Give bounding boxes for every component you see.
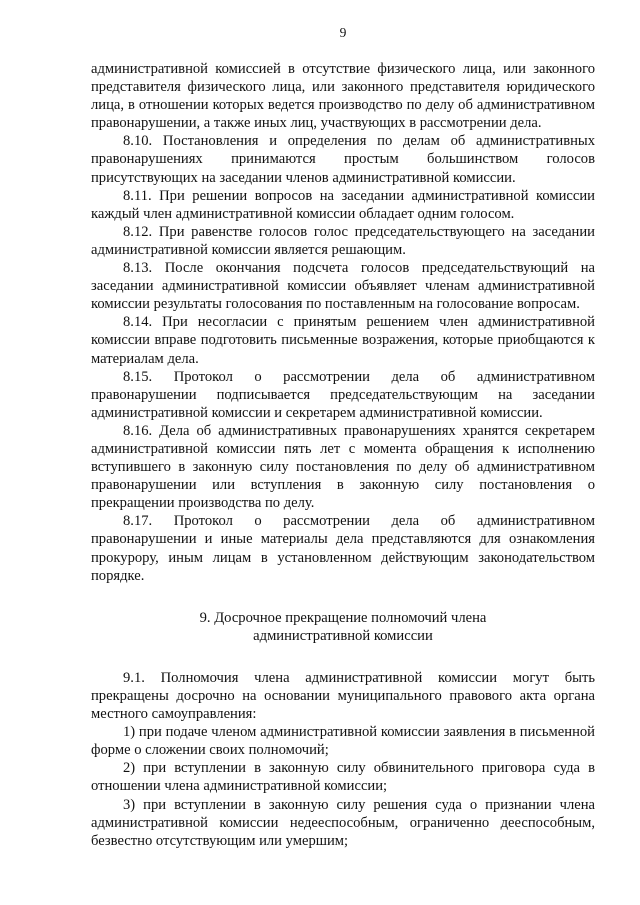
paragraph-8-10: 8.10. Постановления и определения по делам об административных правонарушениях принимаются простым большинством голосов присутствующих на заседании членов административной комиссии. (91, 133, 595, 186)
list-item-1: 1) при подаче членом административной комиссии заявления в письменной форме о сложении своих полномочий; (91, 724, 595, 759)
section-heading-line1: 9. Досрочное прекращение полномочий члена (199, 609, 487, 626)
document-page (91, 24, 595, 850)
paragraph-9-1: 9.1. Полномочия члена административной комиссии могут быть прекращены досрочно на основании муниципального правового акта органа местного самоуправления: (91, 669, 595, 723)
section-heading-line2: административной комиссии (253, 627, 433, 644)
paragraph-continuation: административной комиссией в отсутствие физического лица, или законного представителя физического лица, или законного представителя юридического лица, в отношении которых ведется производство по делу об административном правонарушении, а также иных лиц, участвующих в рассмотрении дела. (91, 61, 595, 132)
paragraph-8-13: 8.13. После окончания подсчета голосов председательствующий на заседании административной комиссии объявляет членам административной комиссии результаты голосования по поставленным на голосование вопросам. (91, 260, 595, 313)
section-heading (91, 609, 595, 645)
list-item-3: 3) при вступлении в законную силу решения суда о признании члена административной комиссии недееспособным, ограниченно дееспособным, безвестно отсутствующим или умершим; (91, 796, 595, 849)
list-item-2: 2) при вступлении в законную силу обвинительного приговора суда в отношении члена административной комиссии; (91, 760, 595, 795)
paragraph-8-14: 8.14. При несогласии с принятым решением член административной комиссии вправе подготовить письменные возражения, которые приобщаются к материалам дела. (91, 314, 595, 367)
paragraph-8-11: 8.11. При решении вопросов на заседании административной комиссии каждый член административной комиссии обладает одним голосом. (91, 187, 595, 222)
page-number: 9 (339, 25, 347, 40)
paragraph-8-12: 8.12. При равенстве голосов голос председательствующего на заседании административной комиссии является решающим. (91, 223, 595, 258)
paragraph-8-16: 8.16. Дела об административных правонарушениях хранятся секретарем административной комиссии пять лет с момента обращения к исполнению вступившего в законную силу постановления по делу об административном правонарушении или вступления в законную силу постановления о прекращении производства по делу. (91, 422, 595, 512)
paragraph-8-15: 8.15. Протокол о рассмотрении дела об административном правонарушении подписывается председательствующим на заседании административной комиссии и секретарем административной комиссии. (91, 368, 595, 421)
paragraph-8-17: 8.17. Протокол о рассмотрении дела об административном правонарушении и иные материалы дела представляются для ознакомления прокурору, иным лицам в установленном действующим законодательством порядке. (91, 513, 595, 584)
